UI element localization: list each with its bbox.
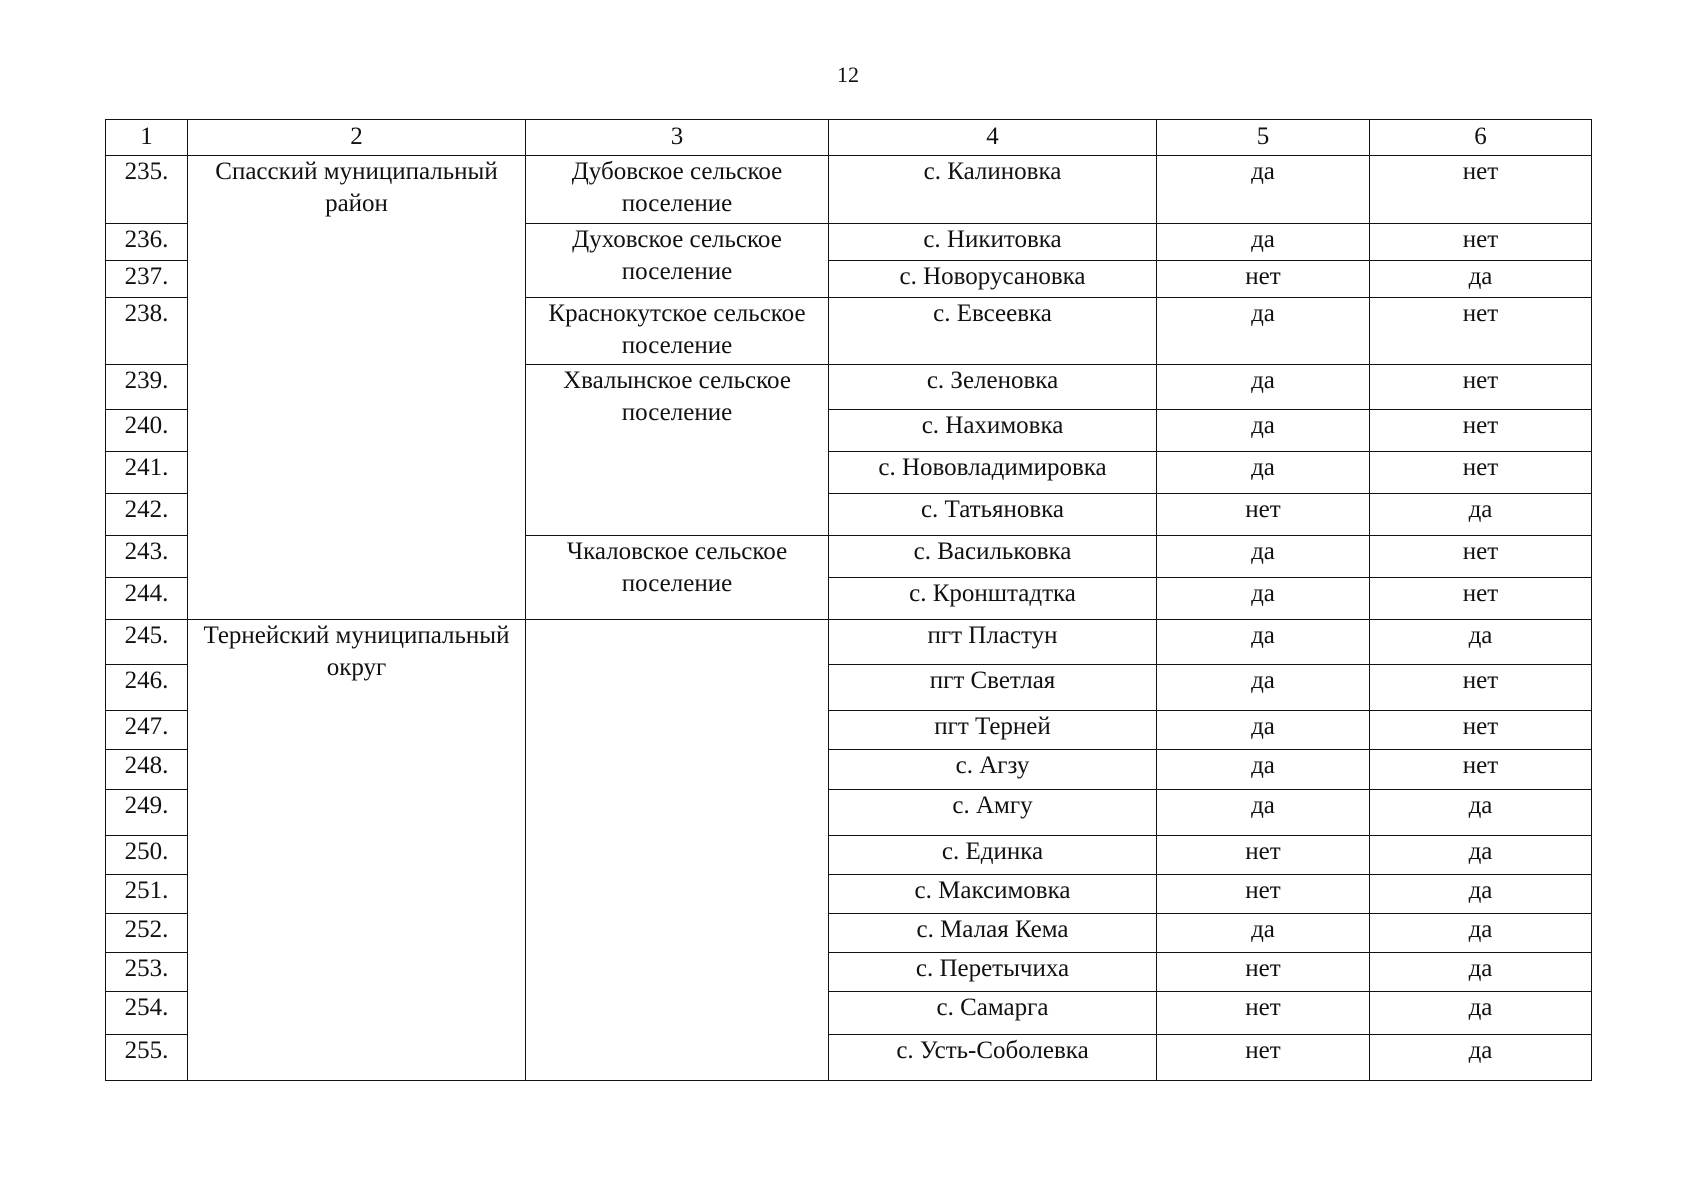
row-number: 235. bbox=[106, 156, 188, 224]
column5-value: нет bbox=[1157, 836, 1370, 875]
column6-value: нет bbox=[1370, 578, 1592, 620]
row-number: 247. bbox=[106, 711, 188, 750]
table-row bbox=[106, 156, 1592, 224]
column5-value: нет bbox=[1157, 953, 1370, 992]
row-number: 248. bbox=[106, 750, 188, 790]
column5-value: да bbox=[1157, 750, 1370, 790]
column6-value: нет bbox=[1370, 156, 1592, 224]
place-name: с. Нахимовка bbox=[829, 410, 1157, 452]
column6-value: да bbox=[1370, 953, 1592, 992]
settlement-name: Краснокутское сельское поселение bbox=[526, 298, 829, 365]
column5-value: да bbox=[1157, 790, 1370, 836]
row-number: 241. bbox=[106, 452, 188, 494]
column6-value: нет bbox=[1370, 452, 1592, 494]
row-number: 246. bbox=[106, 665, 188, 711]
header-cell: 1 bbox=[106, 120, 188, 156]
row-number: 238. bbox=[106, 298, 188, 365]
column6-value: нет bbox=[1370, 750, 1592, 790]
place-name: с. Амгу bbox=[829, 790, 1157, 836]
column6-value: нет bbox=[1370, 365, 1592, 410]
row-number: 254. bbox=[106, 992, 188, 1035]
row-number: 243. bbox=[106, 536, 188, 578]
column6-value: нет bbox=[1370, 711, 1592, 750]
header-cell: 4 bbox=[829, 120, 1157, 156]
place-name: пгт Терней bbox=[829, 711, 1157, 750]
place-name: с. Никитовка bbox=[829, 224, 1157, 261]
column5-value: нет bbox=[1157, 875, 1370, 914]
place-name: пгт Светлая bbox=[829, 665, 1157, 711]
column6-value: да bbox=[1370, 620, 1592, 665]
column6-value: да bbox=[1370, 790, 1592, 836]
column5-value: да bbox=[1157, 711, 1370, 750]
table-row bbox=[106, 620, 1592, 665]
column6-value: нет bbox=[1370, 665, 1592, 711]
column6-value: да bbox=[1370, 261, 1592, 298]
settlements-table bbox=[105, 119, 1592, 1081]
column5-value: нет bbox=[1157, 1035, 1370, 1081]
column5-value: да bbox=[1157, 365, 1370, 410]
column5-value: да bbox=[1157, 298, 1370, 365]
column6-value: нет bbox=[1370, 410, 1592, 452]
column6-value: да bbox=[1370, 914, 1592, 953]
column6-value: да bbox=[1370, 992, 1592, 1035]
settlement-name: Хвалынское сельское поселение bbox=[526, 365, 829, 536]
column5-value: да bbox=[1157, 536, 1370, 578]
place-name: с. Максимовка bbox=[829, 875, 1157, 914]
place-name: с. Самарга bbox=[829, 992, 1157, 1035]
header-cell: 3 bbox=[526, 120, 829, 156]
column5-value: нет bbox=[1157, 261, 1370, 298]
row-number: 249. bbox=[106, 790, 188, 836]
row-number: 253. bbox=[106, 953, 188, 992]
column6-value: нет bbox=[1370, 298, 1592, 365]
row-number: 244. bbox=[106, 578, 188, 620]
column5-value: да bbox=[1157, 452, 1370, 494]
column5-value: да bbox=[1157, 224, 1370, 261]
place-name: с. Малая Кема bbox=[829, 914, 1157, 953]
place-name: с. Евсеевка bbox=[829, 298, 1157, 365]
row-number: 236. bbox=[106, 224, 188, 261]
row-number: 255. bbox=[106, 1035, 188, 1081]
header-row bbox=[106, 120, 1592, 156]
place-name: с. Татьяновка bbox=[829, 494, 1157, 536]
column5-value: да bbox=[1157, 156, 1370, 224]
column6-value: да bbox=[1370, 494, 1592, 536]
column5-value: нет bbox=[1157, 494, 1370, 536]
row-number: 239. bbox=[106, 365, 188, 410]
row-number: 252. bbox=[106, 914, 188, 953]
column5-value: да bbox=[1157, 620, 1370, 665]
place-name: с. Калиновка bbox=[829, 156, 1157, 224]
place-name: пгт Пластун bbox=[829, 620, 1157, 665]
settlement-name: Чкаловское сельское поселение bbox=[526, 536, 829, 620]
place-name: с. Единка bbox=[829, 836, 1157, 875]
column5-value: да bbox=[1157, 665, 1370, 711]
place-name: с. Нововладимировка bbox=[829, 452, 1157, 494]
row-number: 251. bbox=[106, 875, 188, 914]
header-cell: 5 bbox=[1157, 120, 1370, 156]
settlement-name bbox=[526, 620, 829, 1081]
page-number: 12 bbox=[837, 62, 859, 87]
column5-value: да bbox=[1157, 410, 1370, 452]
column6-value: нет bbox=[1370, 536, 1592, 578]
header-cell: 2 bbox=[188, 120, 526, 156]
column5-value: да bbox=[1157, 914, 1370, 953]
header-cell: 6 bbox=[1370, 120, 1592, 156]
settlement-name: Духовское сельское поселение bbox=[526, 224, 829, 298]
row-number: 242. bbox=[106, 494, 188, 536]
column6-value: да bbox=[1370, 1035, 1592, 1081]
row-number: 245. bbox=[106, 620, 188, 665]
place-name: с. Зеленовка bbox=[829, 365, 1157, 410]
place-name: с. Кронштадтка bbox=[829, 578, 1157, 620]
place-name: с. Васильковка bbox=[829, 536, 1157, 578]
place-name: с. Агзу bbox=[829, 750, 1157, 790]
column6-value: да bbox=[1370, 836, 1592, 875]
column5-value: нет bbox=[1157, 992, 1370, 1035]
district-name: Тернейский муниципальный округ bbox=[188, 620, 526, 1081]
row-number: 240. bbox=[106, 410, 188, 452]
district-name: Спасский муниципальный район bbox=[188, 156, 526, 620]
column5-value: да bbox=[1157, 578, 1370, 620]
row-number: 250. bbox=[106, 836, 188, 875]
column6-value: нет bbox=[1370, 224, 1592, 261]
column6-value: да bbox=[1370, 875, 1592, 914]
place-name: с. Усть-Соболевка bbox=[829, 1035, 1157, 1081]
settlement-name: Дубовское сельское поселение bbox=[526, 156, 829, 224]
place-name: с. Перетычиха bbox=[829, 953, 1157, 992]
place-name: с. Новорусановка bbox=[829, 261, 1157, 298]
row-number: 237. bbox=[106, 261, 188, 298]
